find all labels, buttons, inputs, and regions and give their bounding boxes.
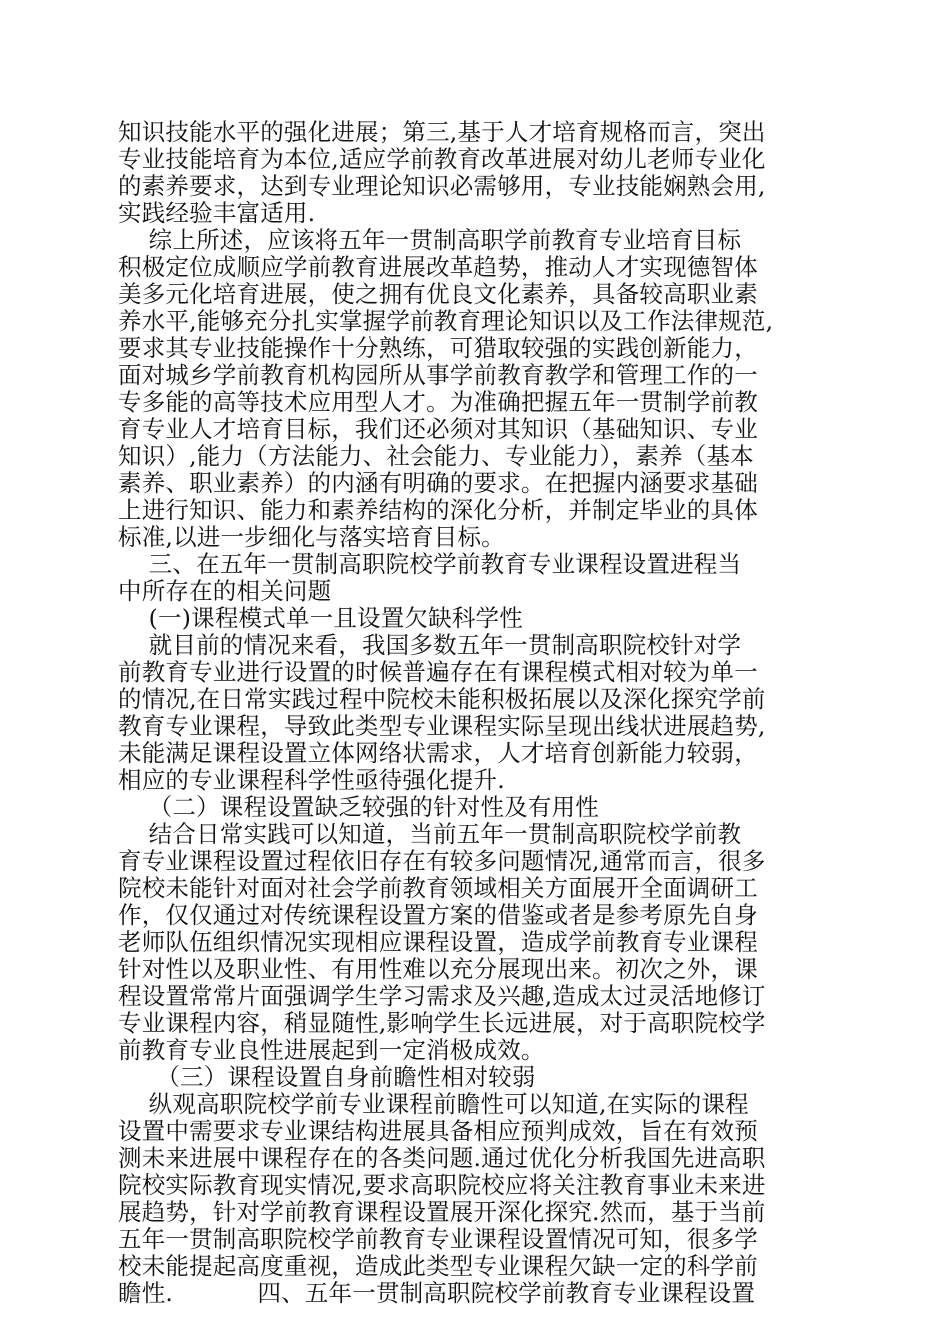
text-line: 未能满足课程设置立体网络状需求，人才培育创新能力较弱， — [118, 739, 758, 767]
text-line: 程设置常常片面强调学生学习需求及兴趣,造成太过灵活地修订 — [118, 982, 766, 1010]
text-line: 纵观高职院校学前专业课程前瞻性可以知道,在实际的课程 — [118, 1090, 749, 1118]
text-line: 积极定位成顺应学前教育进展改革趋势，推动人才实现德智体 — [118, 253, 758, 281]
text-line: 设置中需要求专业课结构进展具备相应预判成效，旨在有效预 — [118, 1117, 758, 1145]
text-line: 上进行知识、能力和素养结构的深化分析，并制定毕业的具体 — [118, 496, 758, 524]
text-line: 教育专业课程，导致此类型专业课程实际呈现出线状进展趋势, — [118, 712, 766, 740]
text-line: 针对性以及职业性、有用性难以充分展现出来。初次之外，课 — [118, 955, 758, 983]
text-line: 的情况,在日常实践过程中院校未能积极拓展以及深化探究学前 — [118, 685, 766, 713]
text-line: 瞻性. 四、五年一贯制高职院校学前教育专业课程设置 — [118, 1279, 756, 1307]
text-line: 综上所述，应该将五年一贯制高职学前教育专业培育目标 — [118, 226, 742, 254]
text-line: 标准,以进一步细化与落实培育目标。 — [118, 523, 505, 551]
text-line: 前教育专业进行设置的时候普遍存在有课程模式相对较为单一 — [118, 658, 758, 686]
text-line: 育专业课程设置过程依旧存在有较多问题情况,通常而言，很多 — [118, 847, 766, 875]
text-line: 要求其专业技能操作十分熟练，可猎取较强的实践创新能力， — [118, 334, 758, 362]
subsection-heading: （二）课程设置缺乏较强的针对性及有用性 — [118, 793, 599, 821]
subsection-heading: （三）课程设置自身前瞻性相对较弱 — [118, 1063, 536, 1091]
text-line: 展趋势，针对学前教育课程设置展开深化探究.然而，基于当前 — [118, 1198, 766, 1226]
text-line: 养水平,能够充分扎实掌握学前教育理论知识以及工作法律规范, — [118, 307, 774, 335]
text-line: 老师队伍组织情况实现相应课程设置，造成学前教育专业课程 — [118, 928, 758, 956]
text-line: 专业技能培育为本位,适应学前教育改革进展对幼儿老师专业化 — [118, 145, 766, 173]
text-line: 专多能的高等技术应用型人才。为准确把握五年一贯制学前教 — [118, 388, 758, 416]
text-line: 校未能提起高度重视，造成此类型专业课程欠缺一定的科学前 — [118, 1252, 758, 1280]
text-line: 院校未能针对面对社会学前教育领域相关方面展开全面调研工 — [118, 874, 758, 902]
text-line: 测未来进展中课程存在的各类问题.通过优化分析我国先进高职 — [118, 1144, 766, 1172]
text-line: 的素养要求，达到专业理论知识必需够用，专业技能娴熟会用, — [118, 172, 766, 200]
text-line: 作，仅仅通过对传统课程设置方案的借鉴或者是参考原先自身 — [118, 901, 758, 929]
text-line: 院校实际教育现实情况,要求高职院校应将关注教育事业未来进 — [118, 1171, 766, 1199]
section-heading: 三、在五年一贯制高职院校学前教育专业课程设置进程当 — [118, 550, 742, 578]
text-line: 面对城乡学前教育机构园所从事学前教育教学和管理工作的一 — [118, 361, 758, 389]
text-line: 知识技能水平的强化进展；第三,基于人才培育规格而言，突出 — [118, 118, 766, 146]
text-line: 专业课程内容，稍显随性,影响学生长远进展，对于高职院校学 — [118, 1009, 766, 1037]
text-line: 五年一贯制高职院校学前教育专业课程设置情况可知，很多学 — [118, 1225, 758, 1253]
text-line: 美多元化培育进展，使之拥有优良文化素养，具备较高职业素 — [118, 280, 758, 308]
text-line: 实践经验丰富适用. — [118, 199, 316, 227]
text-line: 育专业人才培育目标，我们还必须对其知识（基础知识、专业 — [118, 415, 758, 443]
text-line: 结合日常实践可以知道，当前五年一贯制高职院校学前教 — [118, 820, 742, 848]
text-line: 就目前的情况来看，我国多数五年一贯制高职院校针对学 — [118, 631, 742, 659]
text-line: 知识）,能力（方法能力、社会能力、专业能力），素养（基本 — [118, 442, 754, 470]
section-heading: 中所存在的相关问题 — [118, 577, 332, 605]
text-line: 相应的专业课程科学性亟待强化提升. — [118, 766, 505, 794]
text-line: 素养、职业素养）的内涵有明确的要求。在把握内涵要求基础 — [118, 469, 758, 497]
subsection-heading: (一)课程模式单一且设置欠缺科学性 — [118, 604, 523, 632]
text-line: 前教育专业良性进展起到一定消极成效。 — [118, 1036, 545, 1064]
